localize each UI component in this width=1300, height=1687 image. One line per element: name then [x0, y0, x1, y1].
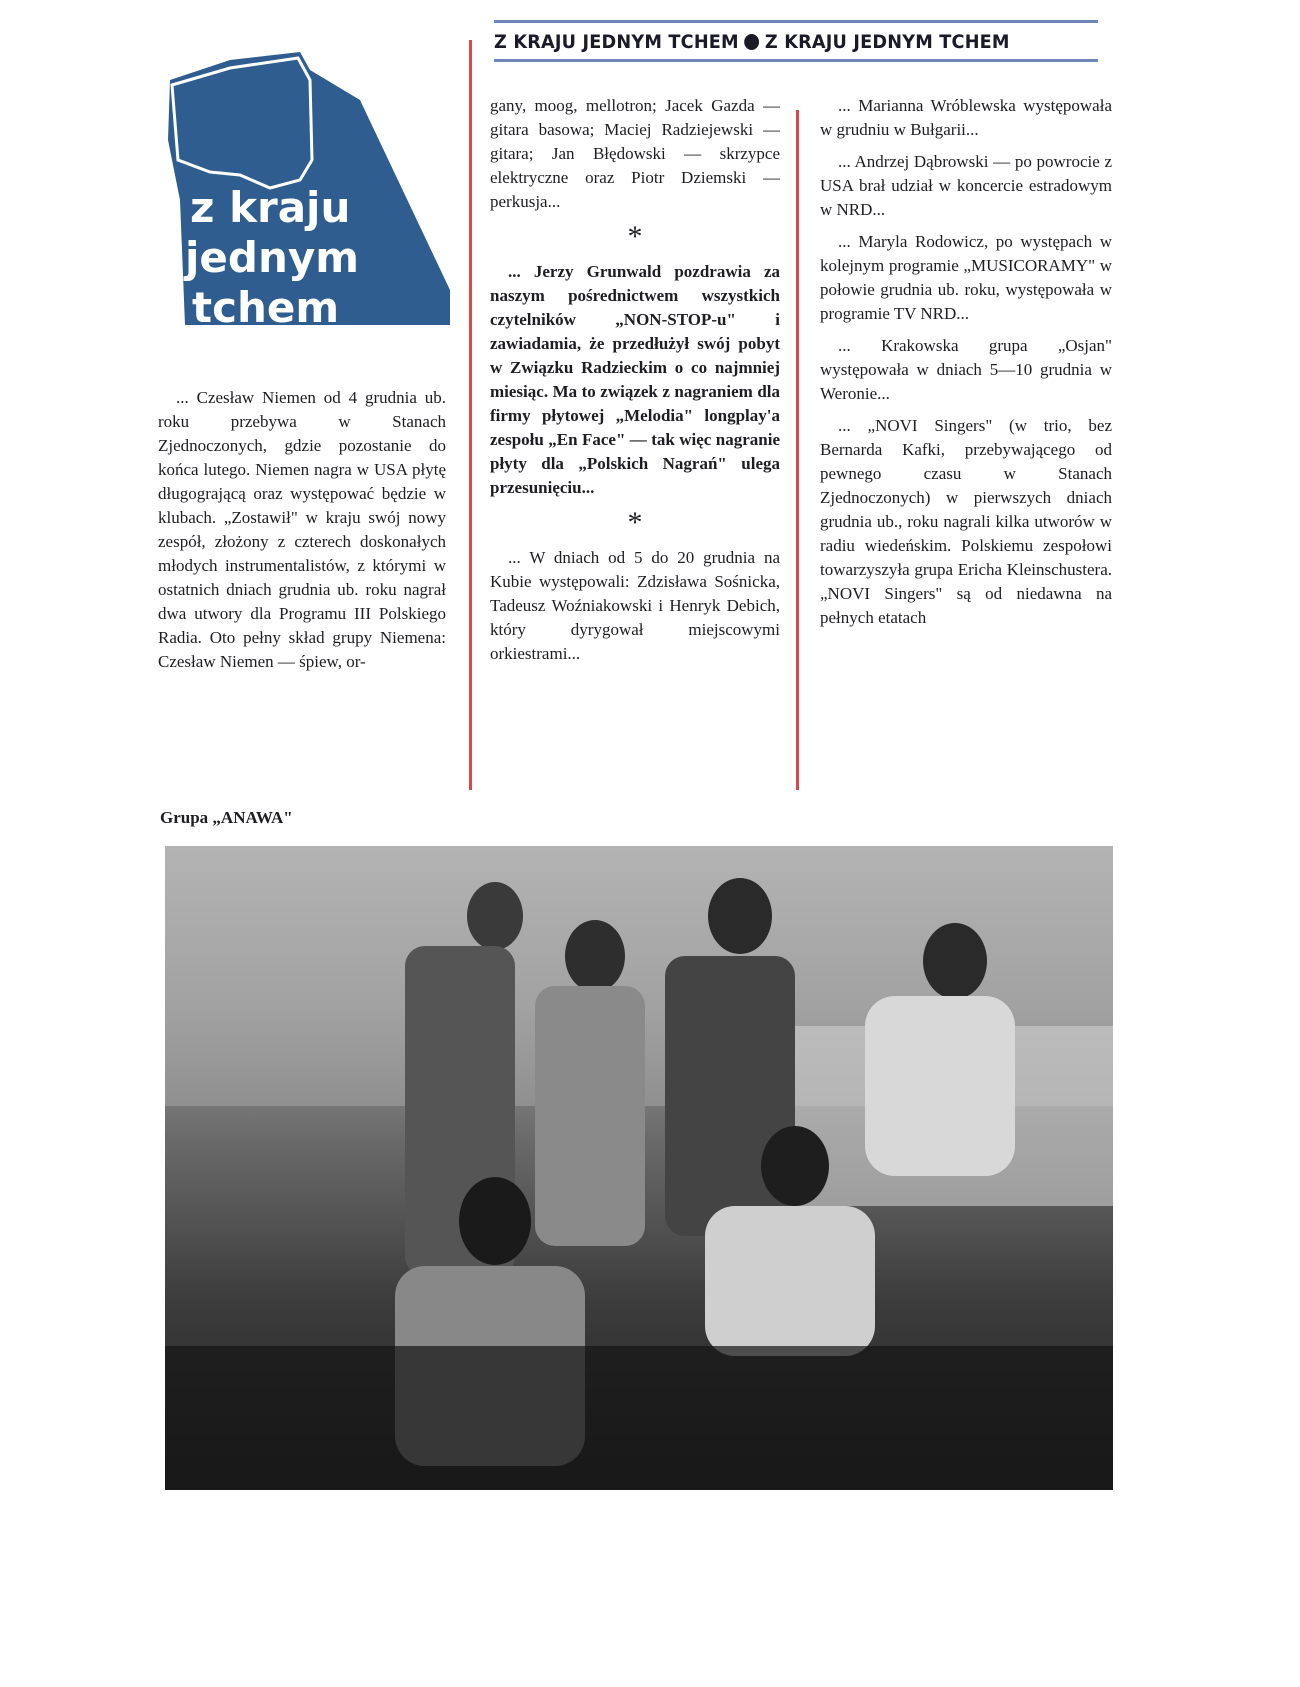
logo-line-2: jednym	[185, 233, 359, 282]
article-paragraph: ... Krakowska grupa „Osjan" występowała w dniach 5—10 grudnia w Weronie...	[820, 336, 1112, 403]
article-paragraph: ... Jerzy Grunwald pozdrawia za naszym pośrednictwem wszystkich czytelników „NON-STOP-u" i zawiadamia, że przedłużył swój pobyt w Związku Radzieckim o co najmniej miesiąc. Ma to związek z nagraniem dla firmy płytowej „Melodia" longplay'a zespołu „En Face" — tak więc nagranie płyty dla „Polskich Nagrań" ulega przesunięciu...	[490, 262, 780, 497]
header-text: Z KRAJU JEDNYM TCHEM	[494, 31, 739, 53]
column-divider	[469, 40, 472, 790]
photo-image-icon	[165, 846, 1113, 1490]
section-logo	[160, 40, 460, 330]
asterisk-separator: *	[627, 220, 643, 253]
article-paragraph: ... Maryla Rodowicz, po występach w kolejnym programie „MUSICORAMY" w połowie grudnia ub. roku, występowała w programie TV NRD...	[820, 232, 1112, 323]
header-text: Z KRAJU JEDNYM TCHEM	[764, 31, 1010, 53]
header-rule	[494, 59, 1098, 62]
column-middle	[490, 94, 780, 674]
column-divider	[796, 110, 799, 790]
bullet-icon	[744, 34, 759, 50]
logo-line-3: tchem	[192, 283, 340, 330]
logo-line-1: z kraju	[190, 183, 351, 232]
article-paragraph: ... W dniach od 5 do 20 grudnia na Kubie występowali: Zdzisława Sośnicka, Tadeusz Woźniakowski i Henryk Debich, który dyrygował miejscowymi orkiestrami...	[490, 548, 780, 663]
asterisk-separator: *	[627, 506, 643, 539]
column-right	[820, 94, 1112, 638]
poland-map-logo-icon	[160, 40, 460, 330]
article-paragraph: ... Czesław Niemen od 4 grudnia ub. roku przebywa w Stanach Zjednoczonych, gdzie pozostanie do końca lutego. Niemen nagra w USA płytę długogrającą oraz występować będzie w klubach. „Zostawił" w kraju swój nowy zespół, złożony z czterech doskonałych młodych instrumentalistów, z którymi w ostatnich dniach grudnia ub. roku nagrał dwa utwory dla Programu III Polskiego Radia. Oto pełny skład grupy Niemena: Czesław Niemen — śpiew, or-	[158, 388, 446, 671]
section-header	[494, 20, 1098, 64]
photo-caption: Grupa „ANAWA"	[160, 808, 293, 827]
column-left	[158, 386, 446, 682]
article-paragraph: ... Andrzej Dąbrowski — po powrocie z USA brał udział w koncercie estradowym w NRD...	[820, 152, 1112, 219]
article-paragraph: ... Marianna Wróblewska występowała w grudniu w Bułgarii...	[820, 96, 1112, 139]
header-title	[494, 23, 1056, 59]
band-photo	[165, 846, 1113, 1490]
article-paragraph: gany, moog, mellotron; Jacek Gazda — gitara basowa; Maciej Radziejewski — gitara; Jan Błędowski — skrzypce elektryczne oraz Piotr Dziemski — perkusja...	[490, 96, 780, 211]
article-paragraph: ... „NOVI Singers" (w trio, bez Bernarda Kafki, przebywającego od pewnego czasu w Stanach Zjednoczonych) w pierwszych dniach grudnia ub., roku nagrali kilka utworów w radiu wiedeńskim. Polskiemu zespołowi towarzyszyła grupa Ericha Kleinschustera. „NOVI Singers" są od niedawna na pełnych etatach	[820, 416, 1112, 627]
